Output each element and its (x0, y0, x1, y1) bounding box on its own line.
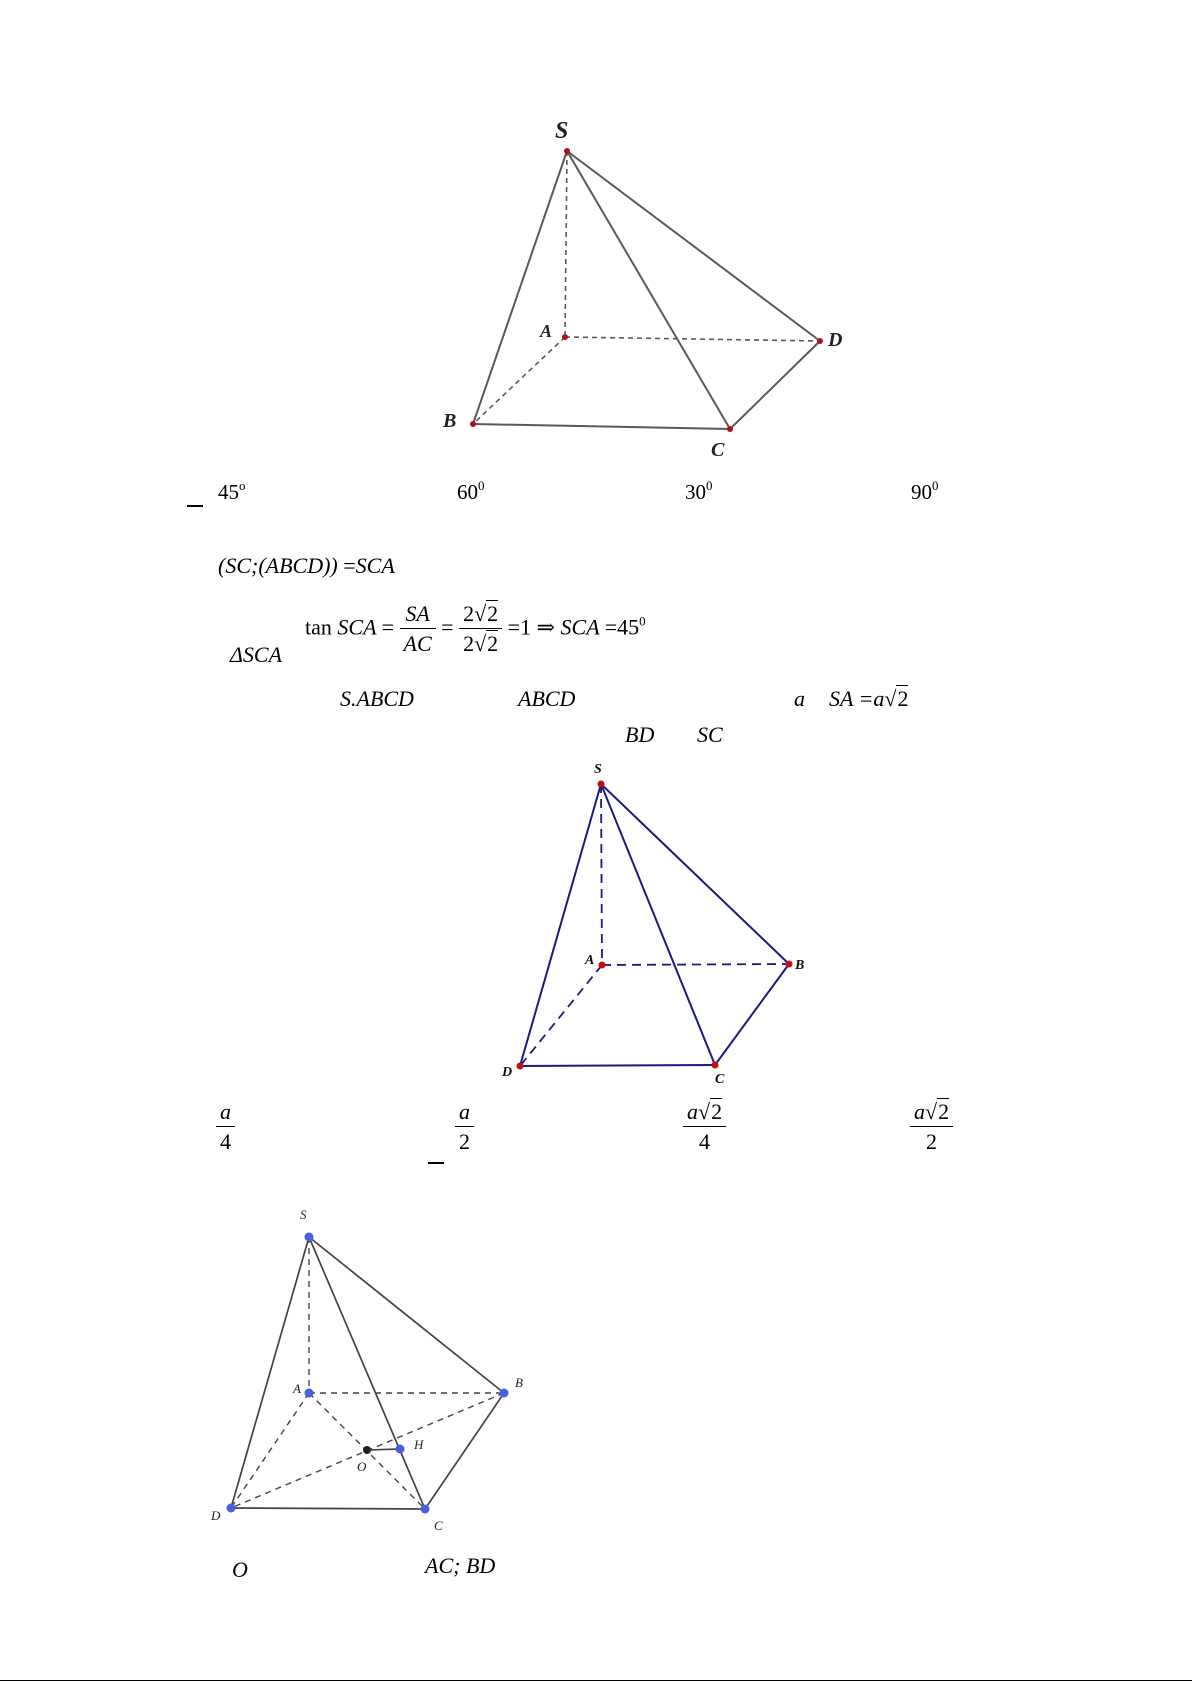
choice-c: $30^0$ (685, 478, 713, 504)
label-s: S (555, 118, 569, 144)
edge3-ad-hidden (231, 1393, 309, 1508)
label3-c: C (434, 1518, 443, 1533)
choice-b: $60^0$ (457, 478, 485, 504)
edge3-cb (425, 1393, 504, 1509)
point3-d (227, 1504, 236, 1513)
edge3-dc (231, 1508, 425, 1509)
solution1-line1: (SC;(ABCD)) =SCA (218, 553, 395, 578)
label2-s: S (594, 762, 602, 777)
q2-pyramid: S.ABCD (340, 686, 414, 711)
q2-bd: BD (625, 722, 655, 747)
q2-sc: SC (697, 722, 723, 747)
choice2-a: $\frac{a}{4}$ (216, 1098, 235, 1157)
label2-c: C (715, 1072, 725, 1087)
label-c: C (711, 439, 725, 461)
point3-h (396, 1445, 405, 1454)
choice2-c: $\frac{a√2}{4}$ (683, 1098, 726, 1157)
label-a: A (540, 321, 553, 341)
label2-b: B (795, 958, 805, 973)
solution1-triangle: ΔSCA (230, 642, 283, 667)
q2-side: a (794, 686, 805, 711)
choice-a: 45$^o$ (218, 478, 246, 504)
q2-base: ABCD (518, 686, 576, 711)
label3-o: O (357, 1459, 367, 1474)
label3-h: H (414, 1437, 424, 1452)
point3-a (305, 1389, 314, 1398)
edge3-sd (231, 1237, 309, 1508)
label2-a: A (585, 953, 595, 968)
label2-d: D (502, 1065, 513, 1080)
edge3-sb (309, 1237, 504, 1393)
label3-d: D (211, 1508, 221, 1523)
solution2-diagonals: AC; BD (425, 1553, 496, 1578)
label3-b: B (515, 1375, 523, 1390)
label3-a: A (293, 1381, 301, 1396)
frac-root: $\frac{2√2}{2√2}$ (459, 600, 502, 659)
choice2-b: $\frac{a}{2}$ (455, 1098, 474, 1157)
choice-d: $90^0$ (911, 478, 939, 504)
solution2-o: O (232, 1557, 248, 1582)
label3-s: S (300, 1207, 307, 1222)
label-d: D (828, 329, 843, 351)
choice2-d: $\frac{a√2}{2}$ (910, 1098, 953, 1157)
frac-sa-ac: $\frac{SA}{AC}$ (400, 600, 436, 659)
point3-o (363, 1446, 371, 1454)
label-b: B (443, 410, 457, 432)
solution1-line2: tan SCA = $\frac{SA}{AC}$ = $\frac{2√2}{2√2}$ =1 ⇒ SCA $=45^0$ (305, 600, 646, 659)
page-bottom-rule (0, 1680, 1192, 1681)
point3-c (421, 1505, 430, 1514)
point3-b (500, 1389, 509, 1398)
q2-sa: SA =a√2 (829, 686, 909, 711)
point3-s (305, 1233, 314, 1242)
